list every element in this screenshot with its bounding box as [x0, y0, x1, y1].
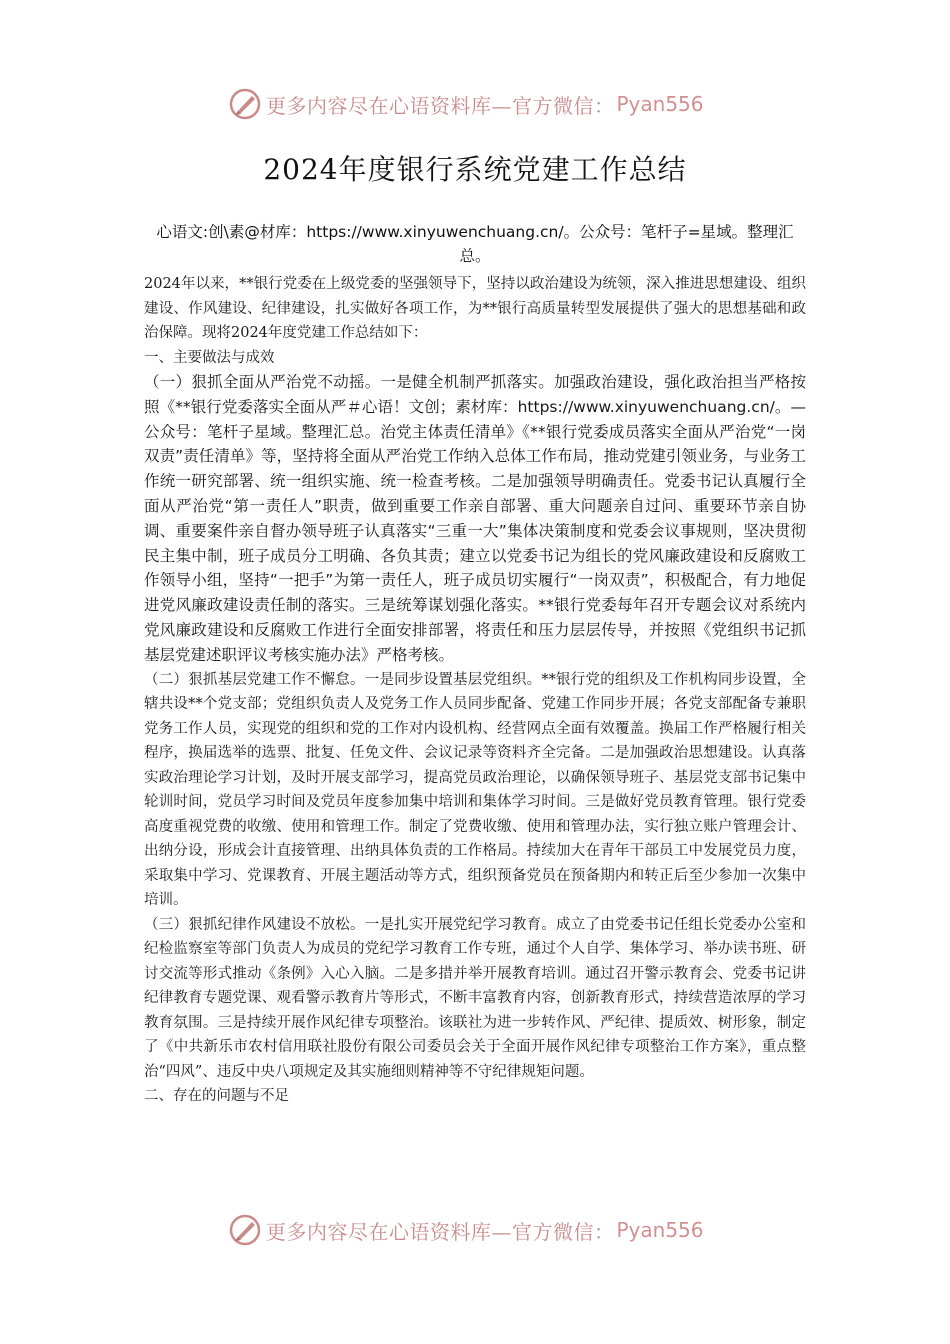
- banner-text: 更多内容尽在心语资料库—官方微信：: [266, 93, 615, 118]
- intro-paragraph: 2024年以来，**银行党委在上级党委的坚强领导下，坚持以政治建设为统领，深入推进思想建设、组织建设、作风建设、纪律建设，扎实做好各项工作，为**银行高质量转型发展提供了强大的思想基础和政治保障。现将2024年度党建工作总结如下：: [144, 276, 806, 341]
- paragraph-3: （三）狠抓纪律作风建设不放松。一是扎实开展党纪学习教育。成立了由党委书记任组长党委办公室和纪检监察室等部门负责人为成员的党纪学习教育工作专班，通过个人自学、集体学习、举办读书班、研讨交流等形式推动《条例》入心入脑。二是多措并举开展教育培训。通过召开警示教育会、党委书记讲纪律教育专题党课、观看警示教育片等形式，不断丰富教育内容，创新教育形式，持续营造浓厚的学习教育氛围。三是持续开展作风纪律专项整治。该联社为进一步转作风、严纪律、提质效、树形象，制定了《中共新乐市农村信用联社股份有限公司委员会关于全面开展作风纪律专项整治工作方案》，重点整治“四风”、违反中央八项规定及其实施细则精神等不守纪律规矩问题。: [144, 916, 806, 1080]
- footer-watermark-banner: [228, 1212, 704, 1248]
- section-1-heading: 一、主要做法与成效: [144, 349, 275, 366]
- brush-logo-icon: [228, 1213, 262, 1247]
- banner-wechat-id: Pyan556: [616, 92, 704, 116]
- brush-logo-icon: [228, 87, 262, 121]
- banner-wechat-id: Pyan556: [616, 1218, 704, 1242]
- header-watermark-banner: [228, 86, 704, 122]
- paragraph-2: （二）狠抓基层党建工作不懈怠。一是同步设置基层党组织。**银行党的组织及工作机构同步设置，全辖共设**个党支部；党组织负责人及党务工作人员同步配备、党建工作同步开展；各党支部配备专兼职党务工作人员，实现党的组织和党的工作对内设机构、经营网点全面有效覆盖。换届工作严格履行相关程序，换届选举的选票、批复、任免文件、会议记录等资料齐全完备。二是加强政治思想建设。认真落实政治理论学习计划，及时开展支部学习，提高党员政治理论，以确保领导班子、基层党支部书记集中轮训时间，党员学习时间及党员年度参加集中培训和集体学习时间。三是做好党员教育管理。银行党委高度重视党费的收缴、使用和管理工作。制定了党费收缴、使用和管理办法，实行独立账户管理会计、出纳分设，形成会计直接管理、出纳具体负责的工作格局。持续加大在青年干部员工中发展党员力度，采取集中学习、党课教育、开展主题活动等方式，组织预备党员在预备期内和转正后至少参加一次集中培训。: [144, 671, 806, 909]
- paragraph-1: （一）狠抓全面从严治党不动摇。一是健全机制严抓落实。加强政治建设，强化政治担当严格按照《**银行党委落实全面从严＃心语！文创；素材库：https://www.xinyuwenchuang.cn/。—公众号：笔杆子星域。整理汇总。治党主体责任清单》《**银行党委成员落实全面从严治党“一岗双责”责任清单》等，坚持将全面从严治党工作纳入总体工作布局，推动党建引领业务，与业务工作统一研究部署、统一组织实施、统一检查考核。二是加强领导明确责任。党委书记认真履行全面从严治党“第一责任人”职责，做到重要工作亲自部署、重大问题亲自过问、重要环节亲自协调、重要案件亲自督办领导班子认真落实“三重一大”集体决策制度和党委会议事规则，坚决贯彻民主集中制，班子成员分工明确、各负其责；建立以党委书记为组长的党风廉政建设和反腐败工作领导小组，坚持“一把手”为第一责任人，班子成员切实履行“一岗双责”，积极配合，有力地促进党风廉政建设责任制的落实。三是统筹谋划强化落实。**银行党委每年召开专题会议对系统内党风廉政建设和反腐败工作进行全面安排部署，将责任和压力层层传导，并按照《党组织书记抓基层党建述职评议考核实施办法》严格考核。: [144, 373, 806, 664]
- section-2-heading: 二、存在的问题与不足: [144, 1088, 289, 1105]
- document-title: 2024年度银行系统党建工作总结: [263, 153, 687, 186]
- document-body: [144, 220, 806, 1109]
- banner-text: 更多内容尽在心语资料库—官方微信：: [266, 1219, 615, 1244]
- source-line: 心语文:创\素@材库：https://www.xinyuwenchuang.cn/。公众号：笔杆子=星域。整理汇总。: [156, 223, 794, 265]
